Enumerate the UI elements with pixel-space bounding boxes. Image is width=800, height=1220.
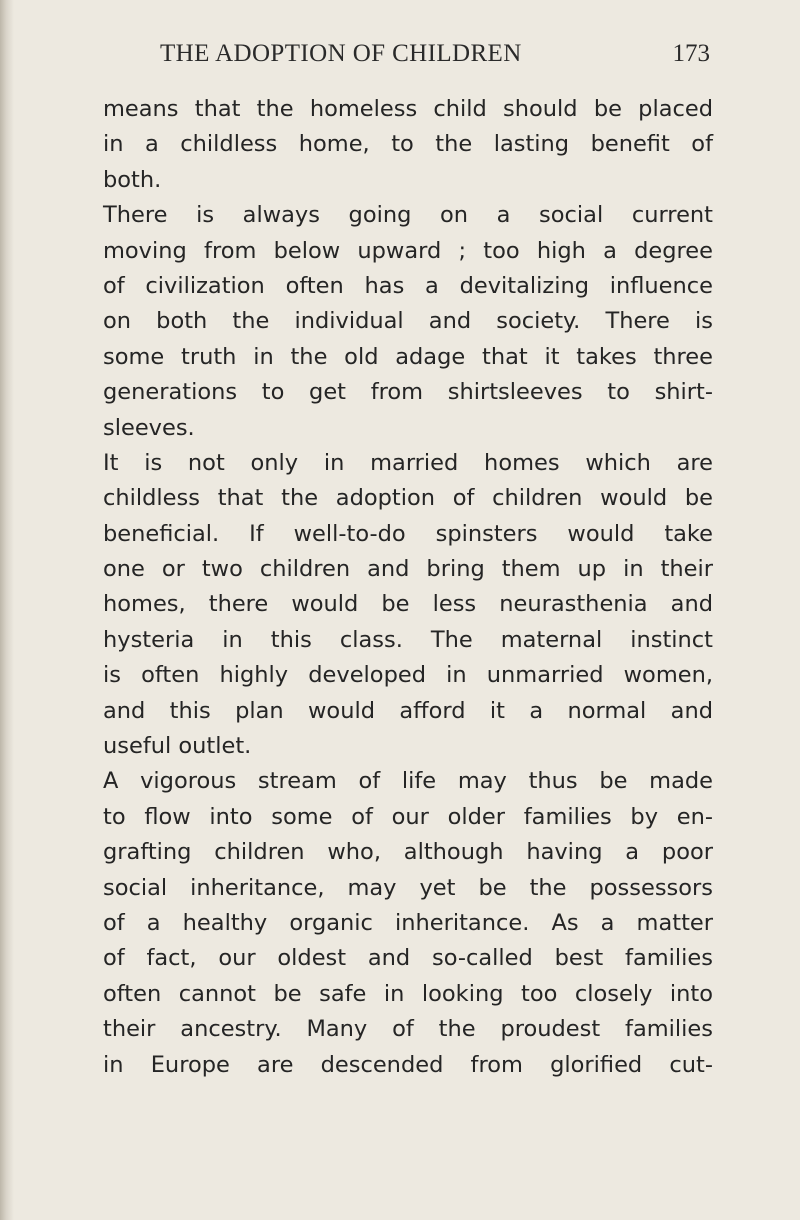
running-head [160,40,710,76]
text-line: useful outlet. [103,733,252,760]
text-line: some truth in the old adage that it takes three [103,343,713,370]
page-number: 173 [672,40,710,67]
text-line: both. [103,166,162,193]
text-line: of fact, our oldest and so-called best families [103,945,713,972]
text-line: in a childless home, to the lasting benefit of [103,131,713,158]
text-line: of a healthy organic inheritance. As a matter [103,909,713,936]
text-line: sleeves. [103,414,195,441]
text-line: homes, there would be less neurasthenia and [103,591,713,618]
text-line: moving from below upward ; too high a degree [103,237,713,264]
body-text [103,92,713,1083]
running-title: THE ADOPTION OF CHILDREN [160,40,522,67]
text-line: It is not only in married homes which are [103,449,713,476]
text-line: one or two children and bring them up in their [103,556,713,583]
text-line: in Europe are descended from glorified cut- [103,1051,713,1078]
text-line: means that the homeless child should be placed [103,96,713,122]
text-line: is often highly developed in unmarried women, [103,662,713,689]
text-line: There is always going on a social current [103,202,713,229]
text-line: of civilization often has a devitalizing influence [103,272,713,299]
text-line: on both the individual and society. There is [103,308,713,335]
text-line: grafting children who, although having a poor [103,839,713,866]
text-line: social inheritance, may yet be the possessors [103,874,713,901]
text-line: generations to get from shirtsleeves to shirt- [103,379,713,406]
text-line: hysteria in this class. The maternal instinct [103,626,713,653]
text-line: A vigorous stream of life may thus be made [103,768,713,795]
text-line: often cannot be safe in looking too closely into [103,980,713,1007]
text-line: their ancestry. Many of the proudest families [103,1016,713,1043]
text-line: to flow into some of our older families by en- [103,803,713,830]
text-line: childless that the adoption of children would be [103,485,713,512]
text-line: beneficial. If well-to-do spinsters would take [103,520,713,547]
gutter-shadow [0,0,14,1220]
text-line: and this plan would afford it a normal and [103,697,713,724]
